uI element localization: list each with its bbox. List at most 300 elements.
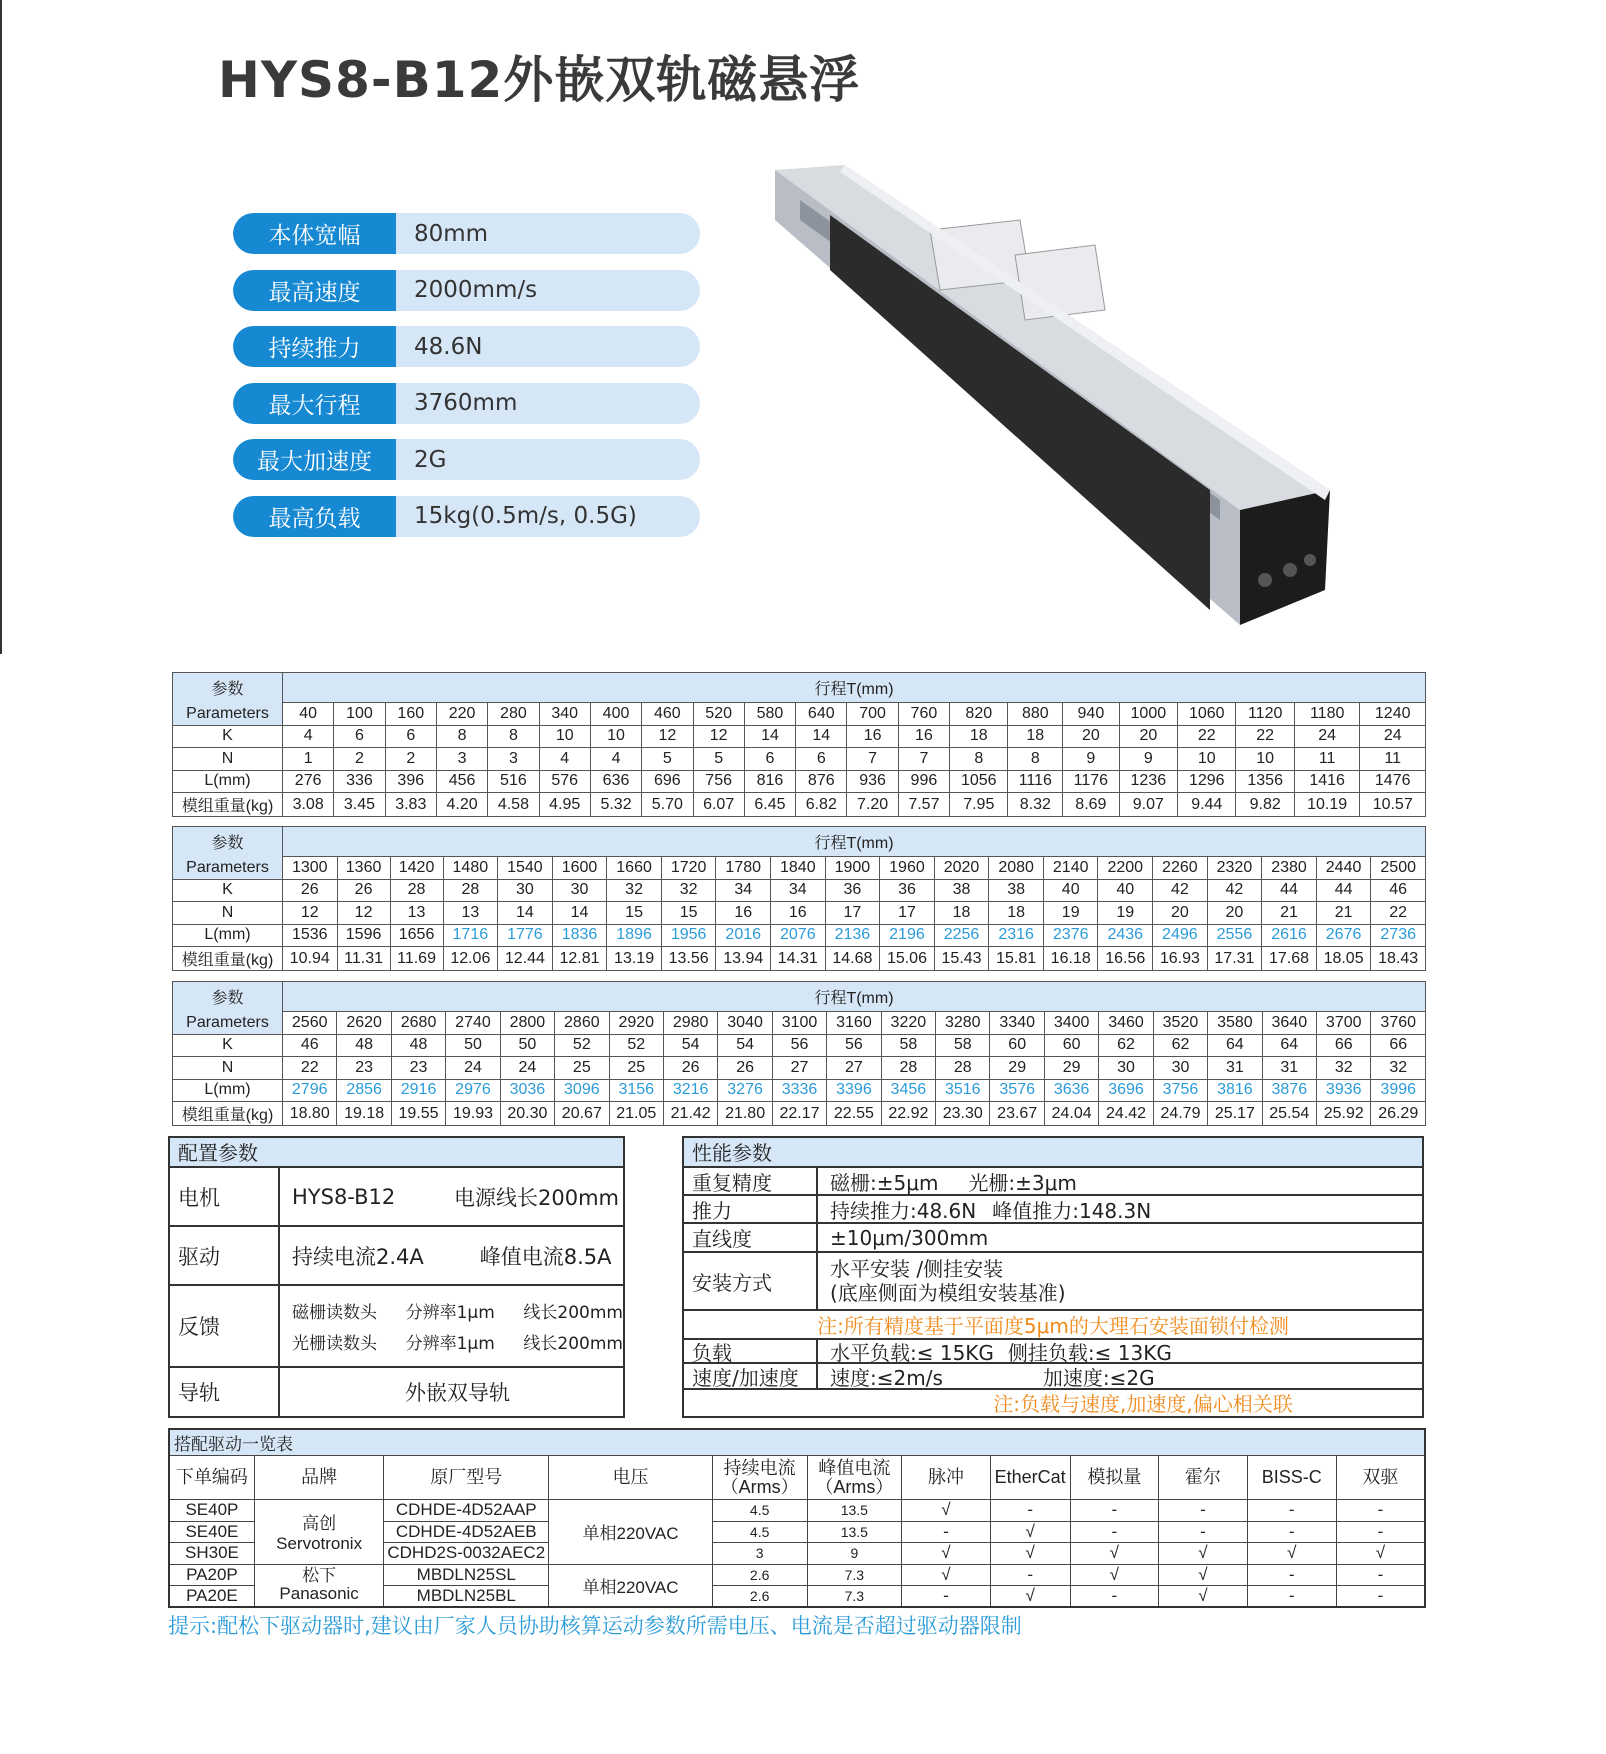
- feature-flag: √: [990, 1543, 1070, 1565]
- driver-header: 下单编码: [169, 1456, 254, 1500]
- cell-W: 21.42: [663, 1102, 717, 1126]
- cell-K: 64: [1208, 1034, 1262, 1057]
- cell-N: 23: [337, 1057, 391, 1080]
- cell-W: 14.68: [825, 947, 880, 971]
- driver-row: [169, 1564, 1425, 1586]
- thrust-label: 推力: [684, 1196, 818, 1222]
- load-h: 水平负载:≤ 15KG: [830, 1340, 994, 1365]
- feature-flag: √: [1070, 1543, 1159, 1565]
- cell-N: 7: [898, 748, 949, 771]
- cell-K: 28: [443, 879, 498, 902]
- cell-L: 1836: [552, 924, 607, 947]
- mount-v2: (底座侧面为模组安装基准): [830, 1281, 1066, 1305]
- cell-W: 6.07: [693, 793, 744, 817]
- cell-L: 1956: [661, 924, 716, 947]
- stroke-value: 2440: [1316, 857, 1371, 880]
- cell-K: 44: [1316, 879, 1371, 902]
- cell-L: 1476: [1360, 770, 1426, 793]
- cell-W: 12.44: [498, 947, 553, 971]
- cell-K: 20: [1063, 725, 1120, 748]
- cell-K: 10: [539, 725, 590, 748]
- cell-L: 1176: [1063, 770, 1120, 793]
- cell-N: 4: [590, 748, 641, 771]
- model: CDHDE-4D52AAP: [384, 1500, 549, 1522]
- cell-L: 3816: [1208, 1079, 1262, 1102]
- page-title: HYS8-B12外嵌双轨磁悬浮: [218, 51, 861, 109]
- cell-L: 3156: [609, 1079, 663, 1102]
- cell-K: 50: [500, 1034, 554, 1057]
- feature-flag: √: [1336, 1543, 1425, 1565]
- cell-K: 40: [1098, 879, 1153, 902]
- cell-L: 2136: [825, 924, 880, 947]
- row-label: N: [173, 748, 283, 771]
- performance-params-box: [682, 1136, 1424, 1418]
- cell-K: 48: [391, 1034, 445, 1057]
- cell-L: 3756: [1153, 1079, 1207, 1102]
- cell-K: 58: [881, 1034, 935, 1057]
- cell-N: 31: [1262, 1057, 1316, 1080]
- cell-K: 64: [1262, 1034, 1316, 1057]
- stroke-table: [172, 981, 1426, 1126]
- page-edge-line: [0, 0, 2, 654]
- cell-L: 1536: [283, 924, 338, 947]
- cont-current: 3: [712, 1543, 807, 1565]
- cell-N: 10: [1178, 748, 1236, 771]
- cell-W: 6.82: [796, 793, 847, 817]
- fb2-head: 光栅读数头: [292, 1334, 377, 1354]
- cell-W: 11.31: [337, 947, 390, 971]
- cell-N: 10: [1236, 748, 1294, 771]
- stroke-value: 2200: [1098, 857, 1153, 880]
- mount-label: 安装方式: [684, 1253, 818, 1309]
- stroke-value: 640: [796, 703, 847, 726]
- cell-N: 5: [642, 748, 693, 771]
- order-code: SE40P: [169, 1500, 254, 1522]
- cell-N: 2: [334, 748, 385, 771]
- cell-L: 336: [334, 770, 385, 793]
- cell-N: 4: [539, 748, 590, 771]
- cell-L: 2556: [1207, 924, 1262, 947]
- feature-flag: -: [1070, 1586, 1159, 1608]
- cell-W: 4.20: [436, 793, 487, 817]
- stroke-value: 760: [898, 703, 949, 726]
- cell-N: 30: [1099, 1057, 1153, 1080]
- cont-current: 4.5: [712, 1500, 807, 1522]
- cell-L: 876: [796, 770, 847, 793]
- stroke-value: 1840: [771, 857, 826, 880]
- repeat-opt: 光栅:±3μm: [968, 1170, 1077, 1195]
- cell-K: 58: [936, 1034, 990, 1057]
- brand: 高创 Servotronix: [254, 1500, 383, 1565]
- cell-N: 16: [716, 902, 771, 925]
- stroke-value: 940: [1063, 703, 1120, 726]
- cell-K: 22: [1236, 725, 1294, 748]
- spec-value: 80mm: [414, 220, 489, 247]
- stroke-value: 1180: [1294, 703, 1360, 726]
- cell-W: 16.18: [1043, 947, 1098, 971]
- cell-L: 3276: [718, 1079, 772, 1102]
- cell-L: 1596: [337, 924, 390, 947]
- cell-W: 4.95: [539, 793, 590, 817]
- cell-K: 26: [337, 879, 390, 902]
- spec-value: 15kg(0.5m/s, 0.5G): [414, 503, 637, 529]
- cell-N: 1: [283, 748, 334, 771]
- cell-K: 54: [663, 1034, 717, 1057]
- cell-N: 26: [663, 1057, 717, 1080]
- cell-K: 18: [1008, 725, 1063, 748]
- spec-list: [233, 213, 700, 552]
- cell-W: 18.43: [1371, 947, 1426, 971]
- cell-W: 24.79: [1153, 1102, 1207, 1126]
- cell-L: 3096: [555, 1079, 609, 1102]
- feature-flag: √: [1159, 1564, 1248, 1586]
- drive-label: 驱动: [170, 1227, 280, 1284]
- row-label: L(mm): [173, 770, 283, 793]
- stroke-value: 2980: [663, 1012, 717, 1035]
- cell-L: 2436: [1098, 924, 1153, 947]
- param-cn: 参数: [173, 982, 283, 1012]
- cell-L: 3636: [1044, 1079, 1098, 1102]
- driver-header: 霍尔: [1159, 1456, 1248, 1500]
- cell-K: 16: [847, 725, 898, 748]
- feature-flag: -: [1336, 1521, 1425, 1543]
- cell-K: 30: [552, 879, 607, 902]
- cell-L: 3216: [663, 1079, 717, 1102]
- driver-header: 持续电流（Arms）: [712, 1456, 807, 1500]
- cell-N: 18: [934, 902, 989, 925]
- row-label: 模组重量(kg): [173, 1102, 283, 1126]
- row-label: K: [173, 725, 283, 748]
- cell-K: 32: [661, 879, 716, 902]
- cell-W: 13.19: [607, 947, 662, 971]
- cell-N: 18: [989, 902, 1044, 925]
- cell-N: 25: [609, 1057, 663, 1080]
- stroke-value: 1360: [337, 857, 390, 880]
- stroke-value: 1120: [1236, 703, 1294, 726]
- cell-N: 8: [950, 748, 1008, 771]
- cell-K: 52: [609, 1034, 663, 1057]
- stroke-value: 3280: [936, 1012, 990, 1035]
- row-label: K: [173, 879, 283, 902]
- load-note: 注:负载与速度,加速度,偏心相关联: [993, 1391, 1293, 1416]
- feature-flag: √: [1159, 1543, 1248, 1565]
- cell-N: 26: [718, 1057, 772, 1080]
- spec-row: [233, 383, 700, 424]
- feature-flag: √: [902, 1564, 991, 1586]
- cell-L: 2316: [989, 924, 1044, 947]
- cell-N: 24: [446, 1057, 500, 1080]
- feedback-label: 反馈: [170, 1286, 280, 1366]
- stroke-value: 2320: [1207, 857, 1262, 880]
- motor-cable: 电源线长200mm: [454, 1185, 619, 1210]
- cont-current: 2.6: [712, 1586, 807, 1608]
- cell-N: 29: [1044, 1057, 1098, 1080]
- feature-flag: -: [1247, 1586, 1336, 1608]
- order-code: SE40E: [169, 1521, 254, 1543]
- cell-N: 3: [436, 748, 487, 771]
- stroke-label: 行程T(mm): [283, 673, 1426, 703]
- cell-K: 46: [1371, 879, 1426, 902]
- stroke-value: 820: [950, 703, 1008, 726]
- cell-L: 2676: [1316, 924, 1371, 947]
- cell-N: 31: [1208, 1057, 1262, 1080]
- spec-row: [233, 326, 700, 367]
- feature-flag: -: [1159, 1521, 1248, 1543]
- cell-W: 3.08: [283, 793, 334, 817]
- feature-flag: √: [1070, 1564, 1159, 1586]
- precision-note: 注:所有精度基于平面度5μm的大理石安装面锁付检测: [817, 1314, 1289, 1338]
- cell-K: 30: [498, 879, 553, 902]
- cell-N: 5: [693, 748, 744, 771]
- feature-flag: -: [1336, 1586, 1425, 1608]
- cell-K: 20: [1119, 725, 1177, 748]
- cell-N: 25: [555, 1057, 609, 1080]
- stroke-value: 2260: [1153, 857, 1208, 880]
- fb2-len: 线长200mm: [523, 1334, 623, 1354]
- straight-label: 直线度: [684, 1224, 818, 1251]
- feature-flag: √: [990, 1521, 1070, 1543]
- spec-value: 48.6N: [414, 333, 483, 360]
- cell-K: 44: [1262, 879, 1317, 902]
- feature-flag: -: [1247, 1500, 1336, 1522]
- feature-flag: -: [1070, 1500, 1159, 1522]
- stroke-value: 1480: [443, 857, 498, 880]
- cell-N: 3: [488, 748, 539, 771]
- stroke-value: 1060: [1178, 703, 1236, 726]
- cell-N: 17: [880, 902, 935, 925]
- stroke-value: 1900: [825, 857, 880, 880]
- stroke-value: 3340: [990, 1012, 1044, 1035]
- stroke-value: 3580: [1208, 1012, 1262, 1035]
- cell-L: 456: [436, 770, 487, 793]
- cell-W: 9.82: [1236, 793, 1294, 817]
- cell-W: 10.57: [1360, 793, 1426, 817]
- cell-N: 6: [796, 748, 847, 771]
- thrust-cont: 持续推力:48.6N: [830, 1198, 977, 1223]
- cell-K: 50: [446, 1034, 500, 1057]
- stroke-value: 400: [590, 703, 641, 726]
- feature-flag: -: [990, 1500, 1070, 1522]
- stroke-value: 3700: [1317, 1012, 1371, 1035]
- stroke-value: 1720: [661, 857, 716, 880]
- stroke-value: 520: [693, 703, 744, 726]
- cell-N: 27: [827, 1057, 881, 1080]
- feature-flag: -: [1247, 1521, 1336, 1543]
- cell-L: 396: [385, 770, 436, 793]
- cell-W: 18.05: [1316, 947, 1371, 971]
- peak-current: 7.3: [807, 1586, 902, 1608]
- cell-N: 9: [1119, 748, 1177, 771]
- voltage: 单相220VAC: [549, 1500, 713, 1565]
- cell-N: 28: [936, 1057, 990, 1080]
- cell-N: 17: [825, 902, 880, 925]
- cell-L: 2196: [880, 924, 935, 947]
- cell-W: 20.67: [555, 1102, 609, 1126]
- config-params-box: [168, 1136, 625, 1418]
- feature-flag: √: [1159, 1586, 1248, 1608]
- mount-v1: 水平安装 /侧挂安装: [830, 1257, 1004, 1281]
- stroke-table: [172, 672, 1426, 817]
- cell-W: 26.29: [1371, 1102, 1426, 1126]
- voltage: 单相220VAC: [549, 1564, 713, 1607]
- cell-L: 2496: [1153, 924, 1208, 947]
- cell-W: 17.31: [1207, 947, 1262, 971]
- cell-K: 18: [950, 725, 1008, 748]
- cell-W: 9.44: [1178, 793, 1236, 817]
- stroke-label: 行程T(mm): [283, 982, 1426, 1012]
- cell-K: 54: [718, 1034, 772, 1057]
- cell-N: 20: [1153, 902, 1208, 925]
- config-title: 配置参数: [170, 1138, 623, 1168]
- cell-L: 2856: [337, 1079, 391, 1102]
- feature-flag: -: [902, 1521, 991, 1543]
- cell-K: 56: [772, 1034, 826, 1057]
- cell-L: 936: [847, 770, 898, 793]
- cell-W: 25.92: [1317, 1102, 1371, 1126]
- cell-L: 756: [693, 770, 744, 793]
- param-en: Parameters: [173, 1012, 283, 1035]
- cell-L: 3696: [1099, 1079, 1153, 1102]
- stroke-value: 3460: [1099, 1012, 1153, 1035]
- model: CDHD2S-0032AEC2: [384, 1543, 549, 1565]
- cell-L: 3876: [1262, 1079, 1316, 1102]
- cell-N: 22: [283, 1057, 337, 1080]
- spec-value: 2000mm/s: [414, 277, 538, 303]
- stroke-value: 100: [334, 703, 385, 726]
- cell-K: 28: [390, 879, 443, 902]
- cell-N: 15: [607, 902, 662, 925]
- row-label: N: [173, 1057, 283, 1080]
- cell-N: 7: [847, 748, 898, 771]
- cell-L: 1896: [607, 924, 662, 947]
- peak-current: 7.3: [807, 1564, 902, 1586]
- rail-value: 外嵌双导轨: [405, 1381, 510, 1405]
- driver-header: 模拟量: [1070, 1456, 1159, 1500]
- cell-K: 56: [827, 1034, 881, 1057]
- stroke-value: 2500: [1371, 857, 1426, 880]
- cell-N: 6: [744, 748, 795, 771]
- cell-W: 22.55: [827, 1102, 881, 1126]
- stroke-value: 1600: [552, 857, 607, 880]
- stroke-value: 1540: [498, 857, 553, 880]
- cell-L: 1056: [950, 770, 1008, 793]
- cell-L: 3936: [1317, 1079, 1371, 1102]
- stroke-value: 580: [744, 703, 795, 726]
- driver-header: BISS-C: [1247, 1456, 1336, 1500]
- cell-W: 8.32: [1008, 793, 1063, 817]
- cell-N: 30: [1153, 1057, 1207, 1080]
- cell-W: 3.45: [334, 793, 385, 817]
- cell-N: 22: [1371, 902, 1426, 925]
- spec-key: 最高负载: [233, 496, 396, 537]
- spec-key: 本体宽幅: [233, 213, 396, 254]
- stroke-value: 1960: [880, 857, 935, 880]
- cell-L: 3396: [827, 1079, 881, 1102]
- cell-W: 19.18: [337, 1102, 391, 1126]
- cell-K: 42: [1207, 879, 1262, 902]
- driver-header: EtherCat: [990, 1456, 1070, 1500]
- cell-K: 22: [1178, 725, 1236, 748]
- cell-L: 276: [283, 770, 334, 793]
- stroke-value: 1000: [1119, 703, 1177, 726]
- driver-table: [168, 1428, 1426, 1608]
- fb2-res: 分辨率1μm: [405, 1334, 495, 1354]
- driver-header: 双驱: [1336, 1456, 1425, 1500]
- cell-N: 14: [552, 902, 607, 925]
- cell-W: 12.06: [443, 947, 498, 971]
- spec-row: [233, 213, 700, 254]
- cell-L: 1416: [1294, 770, 1360, 793]
- cell-N: 21: [1262, 902, 1317, 925]
- driver-header: 电压: [549, 1456, 713, 1500]
- feature-flag: -: [1336, 1564, 1425, 1586]
- cell-K: 62: [1153, 1034, 1207, 1057]
- drive-cont: 持续电流2.4A: [292, 1244, 424, 1269]
- cell-N: 19: [1043, 902, 1098, 925]
- stroke-value: 1420: [390, 857, 443, 880]
- cell-W: 23.67: [990, 1102, 1044, 1126]
- cell-K: 60: [1044, 1034, 1098, 1057]
- spec-row: [233, 496, 700, 537]
- cell-L: 3576: [990, 1079, 1044, 1102]
- cell-L: 2976: [446, 1079, 500, 1102]
- cell-L: 2016: [716, 924, 771, 947]
- cell-L: 696: [642, 770, 693, 793]
- param-cn: 参数: [173, 827, 283, 857]
- feature-flag: √: [902, 1500, 991, 1522]
- stroke-value: 1780: [716, 857, 771, 880]
- cell-L: 1116: [1008, 770, 1063, 793]
- stroke-value: 1240: [1360, 703, 1426, 726]
- cell-N: 24: [500, 1057, 554, 1080]
- driver-header: 原厂型号: [384, 1456, 549, 1500]
- cell-K: 26: [283, 879, 338, 902]
- cell-K: 66: [1317, 1034, 1371, 1057]
- spec-key: 持续推力: [233, 326, 396, 367]
- load-label: 负载: [684, 1340, 818, 1362]
- row-label: L(mm): [173, 1079, 283, 1102]
- cell-N: 20: [1207, 902, 1262, 925]
- cell-L: 1656: [390, 924, 443, 947]
- cell-K: 52: [555, 1034, 609, 1057]
- cell-W: 3.83: [385, 793, 436, 817]
- cell-W: 22.17: [772, 1102, 826, 1126]
- cell-K: 38: [989, 879, 1044, 902]
- peak-current: 9: [807, 1543, 902, 1565]
- cell-N: 28: [881, 1057, 935, 1080]
- cell-L: 636: [590, 770, 641, 793]
- stroke-value: 160: [385, 703, 436, 726]
- cell-K: 32: [607, 879, 662, 902]
- stroke-value: 700: [847, 703, 898, 726]
- order-code: PA20P: [169, 1564, 254, 1586]
- cell-N: 23: [391, 1057, 445, 1080]
- spec-key: 最大加速度: [233, 439, 396, 480]
- cell-N: 15: [661, 902, 716, 925]
- cell-W: 21.05: [609, 1102, 663, 1126]
- stroke-value: 280: [488, 703, 539, 726]
- param-en: Parameters: [173, 857, 283, 880]
- cell-L: 2736: [1371, 924, 1426, 947]
- cell-W: 19.55: [391, 1102, 445, 1126]
- cell-N: 27: [772, 1057, 826, 1080]
- stroke-value: 2860: [555, 1012, 609, 1035]
- cell-K: 38: [934, 879, 989, 902]
- cell-K: 46: [283, 1034, 337, 1057]
- param-cn: 参数: [173, 673, 283, 703]
- accel-v: 加速度:≤2G: [1042, 1365, 1155, 1390]
- cell-N: 29: [990, 1057, 1044, 1080]
